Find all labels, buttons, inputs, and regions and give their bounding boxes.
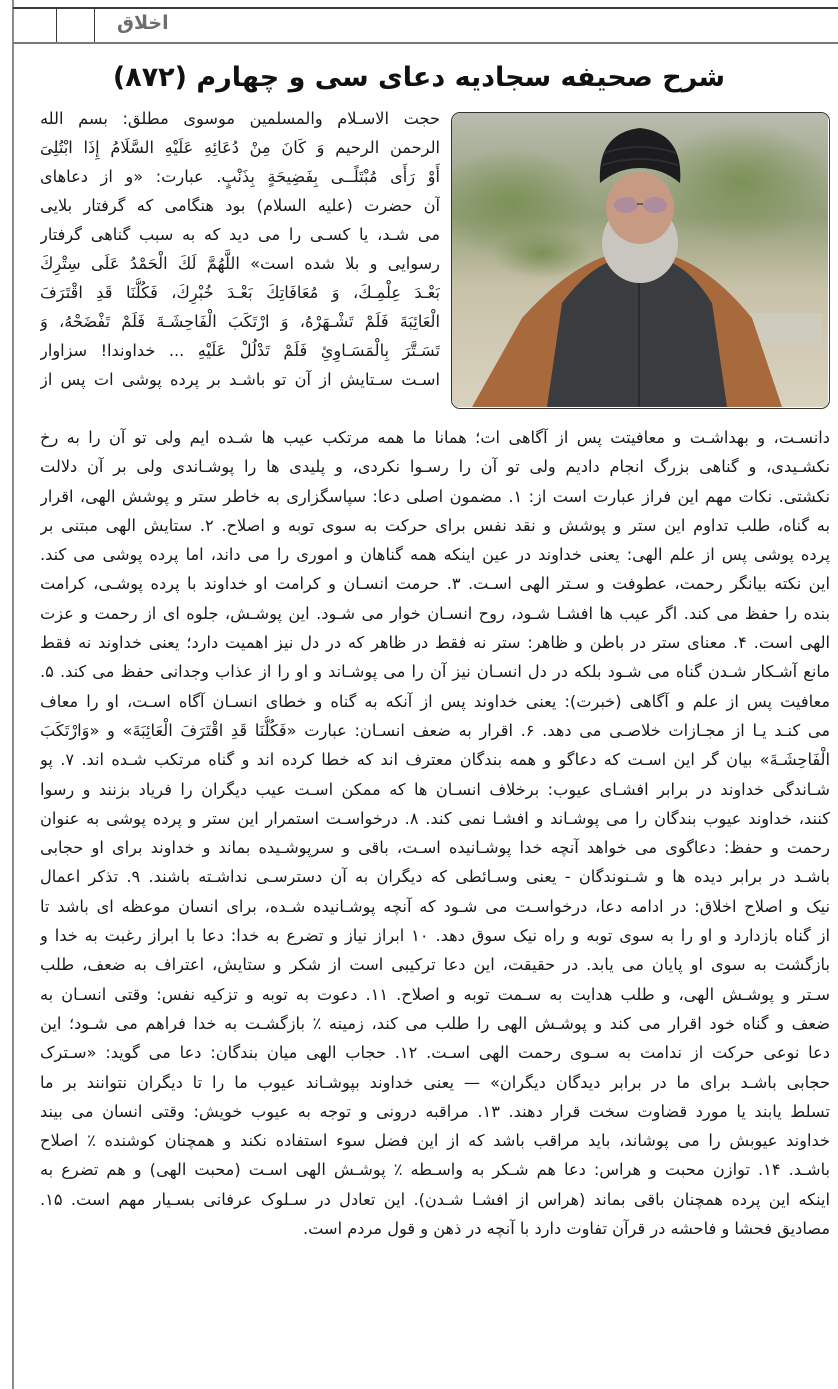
page-left-rule xyxy=(12,0,14,1389)
text-line: نکشـیدی، و گناهی بزرگ انجام دادیم ولی تو آن را رسـوا نکردی، و پلیدی ها را پوشـاندی ولی بر آن دلالت xyxy=(40,457,830,477)
text-line: می شـد، یا کسـی را می دید که به سبب گناهی گرفتار xyxy=(40,225,440,244)
text-line: أَوْ رَأَى مُبْتَلًــی بِفَضِیحَةٍ بِذَنْبٍ. عبارت: «و از دعاهای xyxy=(40,167,440,186)
author-photo xyxy=(451,112,830,409)
text-line: الهی است. ۴. معنای ستر در باطن و ظاهر: ستر نه فقط در ظاهر که در دل نیز اهمیت دارد؛ یعنی خداوند نه فقط xyxy=(40,633,830,653)
text-line: حجابی باشـد برای ما در برابر دیدگان دیگران» — یعنی خداوند بپوشـاند عیوب ما را تا دیگران نتوانند بر ما xyxy=(40,1072,830,1092)
header-cell xyxy=(13,9,57,42)
article-body xyxy=(40,423,830,1243)
text-line: رحمت و حفظ: دعاگوی می خواهد آنچه خدا پوشـانیده اسـت، باقی و سرپوشـیده بماند و خداوند برای او حجابی xyxy=(40,838,830,858)
text-line: اسـت سـتایش از آن تو باشـد بر پرده پوشی ات پس از xyxy=(40,370,440,389)
text-line: تَسَـتَّرَ بِالْمَسَـاوِئِ فَلَمْ تَدْلُلْ عَلَیْهِ ... خداوندا! سزاوار xyxy=(40,341,440,360)
text-line: آن حضرت (علیه السلام) بود هنگامی که گرفتار بلایی xyxy=(40,196,440,215)
text-line: نکشتی. نکات مهم این فراز عبارت است از: ۱. مضمون اصلی دعا: سپاسگزاری به خاطر ستر و پوشش الهی، اقرار xyxy=(40,486,830,506)
section-header xyxy=(13,7,838,44)
text-line: بازگشت به سوی او پایان می یابد. در حقیقت، این دعا ترکیبی است از شکر و ستایش، اعتراف به ضعف، طلب xyxy=(40,955,830,975)
text-line: نیک و اصلاح اخلاق: در ادامه دعا، درخواسـت می شـود که آنچه پوشـانیده شـده، برای انسان موعظه ای باشد تا xyxy=(40,896,830,916)
text-line: این نکته بیانگر رحمت، عطوفت و سـتر الهی اسـت. ۳. حرمت انسـان و کرامت او خداوند با پرده پوشـی، کرامت xyxy=(40,574,830,594)
text-line: بنده را حفظ می کند. اگر عیب ها افشـا شـود، روح انسـان خوار می شـود. این پوشـش، جلوه ای از رحمت و عزت xyxy=(40,603,830,623)
text-line: شـاندگی خداوند در برابر افشـای عیوب: برخلاف انسـان ها که ممکن اسـت عیب دیگران را فریاد بزنند و رسوا xyxy=(40,779,830,799)
portrait-image xyxy=(452,113,828,407)
article-intro-column xyxy=(40,104,440,394)
text-line: حجت الاسـلام والمسلمین موسوی مطلق: بسم الله xyxy=(40,109,440,128)
article-title: شرح صحیفه سجادیه دعای سی و چهارم (۸۷۲) xyxy=(112,62,726,93)
header-cell xyxy=(57,9,95,42)
text-line: دانسـت، و بهداشـت و معافیتت پس از آگاهی ات؛ همانا ما همه مرتکب عیب ها شـده ایم ولی تو آن را به رخ xyxy=(40,428,830,447)
text-line: کنند، خداوند عیوب بندگان را می پوشـاند و افشـا نمی کند. ۸. درخواسـت استمرار این ستر و پرده پوشی به عنوان xyxy=(40,808,830,828)
text-line: باشـد. ۱۴. توازن محبت و هراس: دعا هم شـکر به واسـطه ٪ پوشـش الهی اسـت (محبت الهی) و هم تضرع به xyxy=(40,1160,830,1180)
text-line: از گناه بازدارد و او را به سوی توبه و راه نیک سوق دهد. ۱۰ ابراز نیاز و تضرع به خدا: دعا با ابراز رغبت به خدا و xyxy=(40,926,830,946)
text-line: الرحمن الرحیم وَ كَانَ مِنْ دُعَائِهِ عَلَیْهِ السَّلَامُ إِذَا ابْتُلِیَ xyxy=(40,138,440,157)
text-line: معافیت پس از علم و آگاهی (خبرت): یعنی خداوند پس از آنکه به گناه و خطای انسـان آگاه اسـت، او را معاف xyxy=(40,691,830,711)
text-line: دعا نوعی حرکت از ندامت به سـوی رحمت الهی اسـت. ۱۲. حجاب الهی میان بندگان: دعا می گوید: «سـترک xyxy=(40,1043,830,1063)
text-line: پرده پوشی پس از علم الهی: یعنی خداوند در عین اینکه همه گناهان و اموری را می داند، اما پرده پوشی می کند. xyxy=(40,545,830,565)
text-line: ضعف و گناه خود اقرار می کند و پوشـش الهی را طلب می کند، زمینه ٪ بازگشـت به خدا فراهم می شـود؛ این xyxy=(40,1013,830,1033)
text-line: اینکه این پرده همچنان باقی بماند (هراس از افشـا شـدن). این تعادل در سـلوک عرفانی بسـیار مهم است. ۱۵. xyxy=(40,1189,830,1209)
text-line: به گناه، طلب تداوم این ستر و پوشش و نقد نفس برای حرکت به سوی توبه و اصلاح. ۲. ستایش الهی مبتنی بر xyxy=(40,515,830,535)
text-line: مصادیق فحشا و فاحشه در قرآن تفاوت دارد با آنچه در ذهن و قول مردم است. xyxy=(303,1219,830,1239)
text-line: تسلط یابند یا مورد قضاوت سخت قرار دهند. ۱۳. مراقبه درونی و توجه به عیوب خویش: وقتی انسان می بیند xyxy=(40,1101,830,1121)
text-line: باشـد در برابر دیده ها و شـنوندگان - یعنی وسـائطی که دیگران به آن دسترسـی نداشـته باشند. ۹. تذکر اعمال xyxy=(40,867,830,887)
text-line: بَعْـدَ عِلْمِـكَ، وَ مُعَافَاتِكَ بَعْـدَ خُبْرِكَ، فَكُلُّنَا قَدِ اقْتَرَفَ xyxy=(40,283,440,302)
text-line: سـتر و پوشـش الهی، و طلب هدایت به سـمت توبه و اصلاح. ۱۱. دعوت به توبه و تزکیه نفس: وقتی انسـان به xyxy=(40,984,830,1004)
section-label: اخلاق xyxy=(117,12,169,34)
text-line: الْعَائِبَةَ فَلَمْ تَشْـهَرْهُ، وَ ارْتَكَبَ الْفَاحِشَـةَ فَلَمْ تَفْضَحْهُ، وَ xyxy=(40,312,440,331)
text-line: رسوایی و بلا شده است» اللَّهُمَّ لَكَ الْحَمْدُ عَلَى سِتْرِكَ xyxy=(40,254,440,273)
text-line: می کنـد یـا از مجـازات خلاصـی می دهد. ۶. اقرار به ضعف انسـان: عبارت «فَكُلُّنَا قَدِ اقْتَرَفَ الْعَائِبَةَ» و «وَارْتَكَبَ xyxy=(40,720,830,740)
text-line: مانع آشـکار شـدن گناه می شـود بلکه در دل انسـان نیز آن را می پوشـاند و او را از عذاب وجدانی حفظ می کند. ۵. xyxy=(40,662,830,682)
text-line: خداوند عیوبش را می پوشاند، باید مراقب باشد که از این فضل سوء استفاده نکند و همچنان کوشنده ٪ اصلاح xyxy=(40,1131,830,1151)
text-line: الْفَاحِشَـةَ» بیان گر این اسـت که دعاگو و همه بندگان معترف اند که خطا کرده اند و گناه مرتکب شـده اند. ۷. پو xyxy=(40,750,830,770)
